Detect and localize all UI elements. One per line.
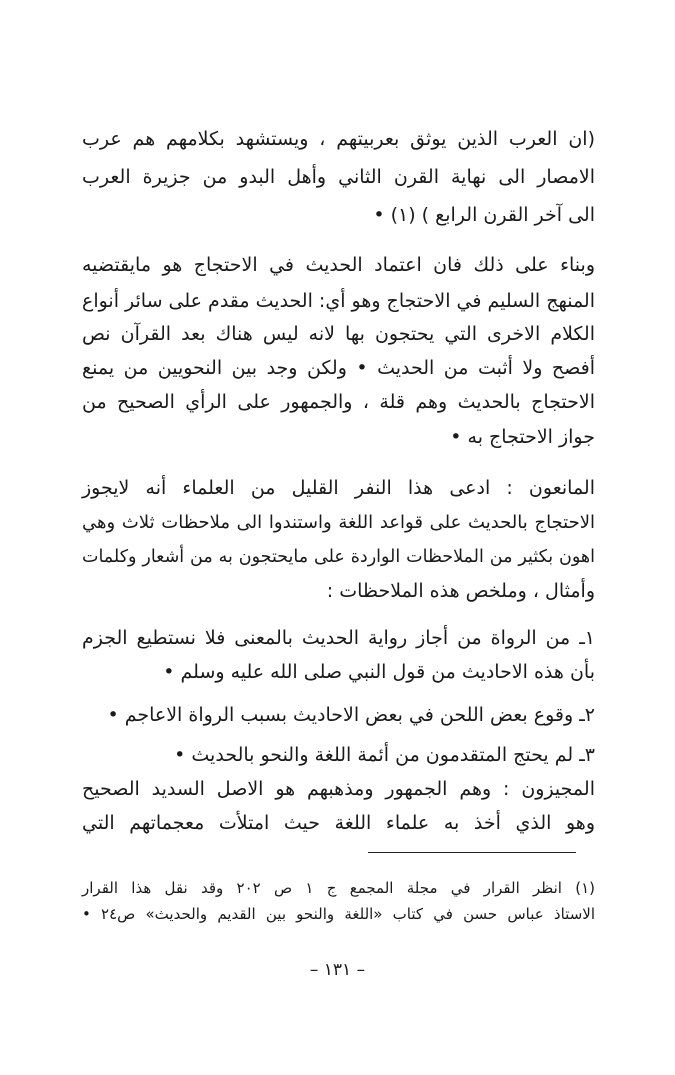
- body-line: الكلام الاخرى التي يحتجون بها لانه ليس هناك بعد القرآن نص: [82, 323, 595, 345]
- body-line: وأمثال ، وملخص هذه الملاحظات :: [326, 580, 595, 602]
- list-item: ١ـ من الرواة من أجاز رواية الحديث بالمعنى فلا نستطيع الجزم: [82, 627, 595, 649]
- body-line: الاحتجاج بالحديث وهم قلة ، والجمهور على الرأي الصحيح من: [82, 391, 595, 413]
- body-line: وهو الذي أخذ به علماء اللغة حيث امتلأت معجماتهم التي: [82, 812, 595, 834]
- body-line: الى آخر القرن الرابع ) (١) •: [373, 204, 595, 226]
- body-line: (ان العرب الذين يوثق بعربيتهم ، ويستشهد بكلامهم هم عرب: [82, 128, 595, 150]
- body-line: الاحتجاج بالحديث على قواعد اللغة واستندوا الى ملاحظات ثلاث وهي: [82, 512, 595, 533]
- body-line: المانعون : ادعى هذا النفر القليل من العلماء أنه لايجوز: [82, 477, 595, 499]
- page-number: – ١٣١ –: [309, 960, 366, 980]
- body-line: أفصح ولا أثبت من الحديث • ولكن وجد بين النحويين من يمنع: [82, 357, 595, 379]
- body-line: المنهج السليم في الاحتجاج وهو أي: الحديث مقدم على سائر أنواع: [82, 290, 595, 312]
- body-line: جواز الاحتجاج به •: [450, 426, 595, 448]
- body-line: اهون بكثير من الملاحظات الواردة على مايحتجون به من أشعار وكلمات: [82, 547, 595, 567]
- body-line: الامصار الى نهاية القرن الثاني وأهل البدو من جزيرة العرب: [82, 166, 595, 188]
- body-line: المجيزون : وهم الجمهور ومذهبهم هو الاصل السديد الصحيح: [82, 778, 595, 800]
- footnote-line: (١) انظر القرار في مجلة المجمع ج ١ ص ٢٠٢ وقد نقل هذا القرار: [82, 879, 596, 897]
- list-item: بأن هذه الاحاديث من قول النبي صلى الله عليه وسلم •: [163, 661, 595, 683]
- body-line: وبناء على ذلك فان اعتماد الحديث في الاحتجاج هو مايقتضيه: [82, 254, 595, 276]
- list-item: ٣ـ لم يحتج المتقدمون من أئمة اللغة والنحو بالحديث •: [174, 744, 595, 766]
- list-item: ٢ـ وقوع بعض اللحن في بعض الاحاديث بسبب الرواة الاعاجم •: [107, 704, 595, 726]
- footnote-line: الاستاذ عباس حسن في كتاب «اللغة والنحو بين القديم والحديث» ص٢٤ •: [82, 905, 595, 923]
- footnote-divider: [368, 852, 576, 853]
